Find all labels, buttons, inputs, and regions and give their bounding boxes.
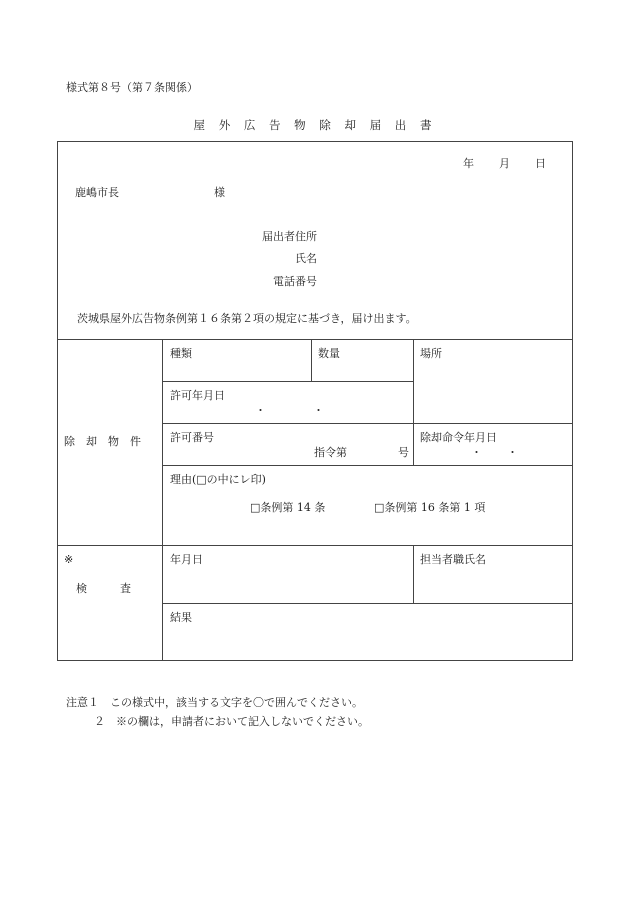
date-separator: ・ bbox=[507, 446, 518, 459]
reason-option-article-16: □条例第 16 条第 1 項 bbox=[374, 501, 486, 514]
divider bbox=[162, 339, 163, 661]
divider bbox=[57, 545, 573, 546]
reason-option-article-14: □条例第 14 条 bbox=[250, 501, 326, 514]
date-day-label: 日 bbox=[535, 157, 546, 170]
divider bbox=[162, 465, 573, 466]
applicant-name-label: 氏名 bbox=[295, 252, 317, 265]
directive-prefix: 指令第 bbox=[314, 446, 347, 459]
result-label: 結果 bbox=[170, 611, 192, 624]
inspection-date-label: 年月日 bbox=[170, 553, 203, 566]
applicant-phone-label: 電話番号 bbox=[273, 275, 317, 288]
divider bbox=[413, 339, 414, 465]
date-separator: ・ bbox=[255, 404, 266, 417]
office-use-mark: ※ bbox=[64, 553, 74, 566]
date-separator: ・ bbox=[471, 446, 482, 459]
divider bbox=[311, 339, 312, 381]
place-label: 場所 bbox=[420, 347, 442, 360]
addressee-honorific: 様 bbox=[214, 186, 225, 199]
divider bbox=[162, 423, 573, 424]
addressee: 鹿嶋市長 bbox=[75, 186, 119, 199]
divider bbox=[57, 339, 573, 340]
date-month-label: 月 bbox=[499, 157, 510, 170]
officer-name-label: 担当者職氏名 bbox=[420, 553, 486, 566]
reason-label: 理由(□の中にレ印) bbox=[170, 473, 266, 486]
inspection-label: 検 査 bbox=[76, 582, 131, 595]
note-1: 注意１ この様式中，該当する文字を〇で囲んでください。 bbox=[66, 696, 363, 709]
divider bbox=[162, 603, 573, 604]
directive-suffix: 号 bbox=[398, 446, 409, 459]
removal-order-date-label: 除却命令年月日 bbox=[420, 431, 497, 444]
divider bbox=[162, 381, 413, 382]
type-label: 種類 bbox=[170, 347, 192, 360]
date-year-label: 年 bbox=[463, 157, 474, 170]
form-title: 屋 外 広 告 物 除 却 届 出 書 bbox=[193, 118, 437, 132]
quantity-label: 数量 bbox=[318, 347, 340, 360]
form-number: 様式第８号（第７条関係） bbox=[66, 81, 198, 94]
object-section-label: 除 却 物 件 bbox=[64, 435, 141, 448]
form-table bbox=[57, 141, 573, 661]
divider bbox=[413, 545, 414, 603]
permit-number-label: 許可番号 bbox=[170, 431, 214, 444]
permit-date-label: 許可年月日 bbox=[170, 389, 225, 402]
date-separator: ・ bbox=[313, 404, 324, 417]
applicant-address-label: 届出者住所 bbox=[262, 230, 317, 243]
note-2: ２ ※の欄は，申請者において記入しないでください。 bbox=[94, 715, 369, 728]
statement: 茨城県屋外広告物条例第１６条第２項の規定に基づき，届け出ます。 bbox=[77, 312, 417, 325]
